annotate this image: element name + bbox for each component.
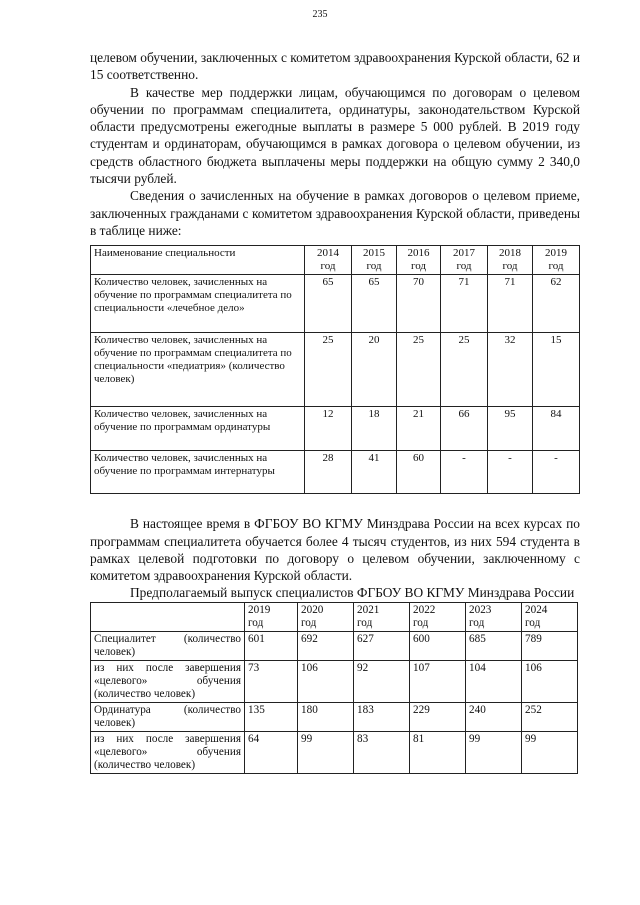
cell-value: 83 xyxy=(354,731,410,773)
table-row xyxy=(91,631,578,660)
cell-value: 62 xyxy=(533,275,580,333)
row-label: Ординатура (количество человек) xyxy=(91,702,245,731)
header-year: 2021 год xyxy=(354,602,410,631)
cell-value: 99 xyxy=(522,731,578,773)
cell-value: 25 xyxy=(397,333,441,407)
table-row xyxy=(91,731,578,773)
document-body xyxy=(90,49,580,774)
row-label: из них после завершения «целевого» обучения (количество человек) xyxy=(91,660,245,702)
header-year: 2016 год xyxy=(397,246,441,275)
cell-value: 600 xyxy=(410,631,466,660)
cell-value: 180 xyxy=(298,702,354,731)
cell-value: 627 xyxy=(354,631,410,660)
cell-value: 107 xyxy=(410,660,466,702)
cell-value: 99 xyxy=(466,731,522,773)
header-year: 2020 год xyxy=(298,602,354,631)
table-row xyxy=(91,451,580,494)
row-label: Количество человек, зачисленных на обучение по программам интернатуры xyxy=(91,451,305,494)
cell-value: 25 xyxy=(305,333,352,407)
cell-value: 21 xyxy=(397,407,441,451)
cell-value: 65 xyxy=(352,275,397,333)
header-year: 2022 год xyxy=(410,602,466,631)
cell-value: - xyxy=(533,451,580,494)
table-row xyxy=(91,333,580,407)
paragraph-support-measures: В качестве мер поддержки лицам, обучающимся по договорам о целевом обучении по программам специалитета, ординатуры, законодательством Курской области предусмотрены ежегодные выплаты в размере 5 000 рублей. В 2019 году студентам и ординаторам, обучающимся в рамках договора о целевом обучении, из средств областного бюджета выплачены меры поддержки на общую сумму 2 340,0 тысячи рублей. xyxy=(90,84,580,187)
table-row xyxy=(91,407,580,451)
cell-value: 70 xyxy=(397,275,441,333)
cell-value: 106 xyxy=(298,660,354,702)
table-header-row xyxy=(91,246,580,275)
cell-value: 240 xyxy=(466,702,522,731)
header-year: 2014 год xyxy=(305,246,352,275)
cell-value: 106 xyxy=(522,660,578,702)
header-year: 2023 год xyxy=(466,602,522,631)
header-year: 2019 год xyxy=(245,602,298,631)
cell-value: 789 xyxy=(522,631,578,660)
cell-value: 135 xyxy=(245,702,298,731)
row-label: Количество человек, зачисленных на обучение по программам специалитета по специальности «лечебное дело» xyxy=(91,275,305,333)
cell-value: 95 xyxy=(488,407,533,451)
cell-value: 252 xyxy=(522,702,578,731)
cell-value: 20 xyxy=(352,333,397,407)
cell-value: 41 xyxy=(352,451,397,494)
row-label: Количество человек, зачисленных на обучение по программам специалитета по специальности «педиатрия» (количество человек) xyxy=(91,333,305,407)
graduation-forecast-table xyxy=(90,602,578,774)
paragraph-current-students: В настоящее время в ФГБОУ ВО КГМУ Минздрава России на всех курсах по программам специалитета обучается более 4 тысяч студентов, из них 594 студента в рамках целевой подготовки по договору о целевом обучении, заключенному с комитетом здравоохранения Курской области. xyxy=(90,516,580,584)
table2-caption: Предполагаемый выпуск специалистов ФГБОУ ВО КГМУ Минздрава России xyxy=(130,585,575,601)
cell-value: 99 xyxy=(298,731,354,773)
cell-value: - xyxy=(488,451,533,494)
table-row xyxy=(91,660,578,702)
cell-value: 66 xyxy=(441,407,488,451)
header-year: 2015 год xyxy=(352,246,397,275)
cell-value: 60 xyxy=(397,451,441,494)
row-label: Количество человек, зачисленных на обучение по программам ординатуры xyxy=(91,407,305,451)
cell-value: 84 xyxy=(533,407,580,451)
header-year: 2018 год xyxy=(488,246,533,275)
cell-value: 71 xyxy=(441,275,488,333)
header-year: 2017 год xyxy=(441,246,488,275)
cell-value: 32 xyxy=(488,333,533,407)
cell-value: 81 xyxy=(410,731,466,773)
table-row xyxy=(91,702,578,731)
cell-value: 692 xyxy=(298,631,354,660)
cell-value: 25 xyxy=(441,333,488,407)
cell-value: 28 xyxy=(305,451,352,494)
cell-value: 71 xyxy=(488,275,533,333)
cell-value: 601 xyxy=(245,631,298,660)
header-empty xyxy=(91,602,245,631)
page-number: 235 xyxy=(312,9,328,20)
table-row xyxy=(91,275,580,333)
row-label: из них после завершения «целевого» обучения (количество человек) xyxy=(91,731,245,773)
cell-value: 12 xyxy=(305,407,352,451)
paragraph-continuation: целевом обучении, заключенных с комитетом здравоохранения Курской области, 62 и 15 соответственно. xyxy=(90,50,580,83)
cell-value: 73 xyxy=(245,660,298,702)
enrollment-table xyxy=(90,245,580,494)
cell-value: 685 xyxy=(466,631,522,660)
cell-value: 104 xyxy=(466,660,522,702)
cell-value: 183 xyxy=(354,702,410,731)
cell-value: 65 xyxy=(305,275,352,333)
table-header-row xyxy=(91,602,578,631)
header-year: 2019 год xyxy=(533,246,580,275)
row-label: Специалитет (количество человек) xyxy=(91,631,245,660)
header-specialty: Наименование специальности xyxy=(91,246,305,275)
cell-value: - xyxy=(441,451,488,494)
cell-value: 18 xyxy=(352,407,397,451)
cell-value: 64 xyxy=(245,731,298,773)
cell-value: 15 xyxy=(533,333,580,407)
cell-value: 229 xyxy=(410,702,466,731)
header-year: 2024 год xyxy=(522,602,578,631)
paragraph-table-intro: Сведения о зачисленных на обучение в рамках договоров о целевом приеме, заключенных гражданами с комитетом здравоохранения Курской области, приведены в таблице ниже: xyxy=(90,188,580,238)
cell-value: 92 xyxy=(354,660,410,702)
